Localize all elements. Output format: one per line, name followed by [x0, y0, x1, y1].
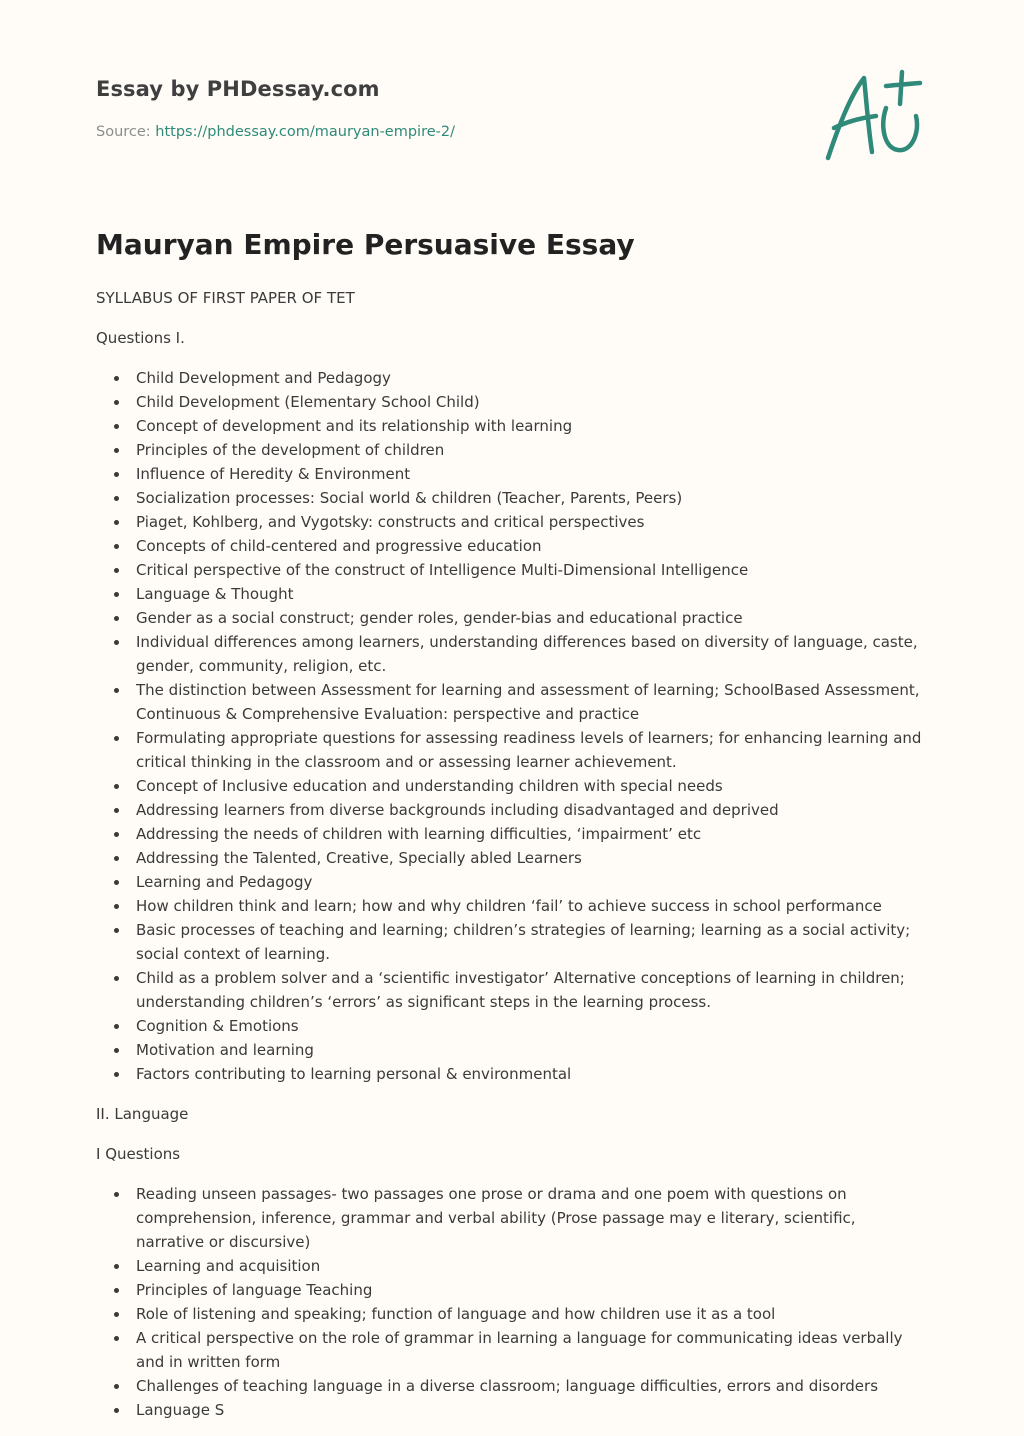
- list-item: Gender as a social construct; gender roles, gender-bias and educational practice: [136, 606, 928, 630]
- list-item: Socialization processes: Social world & children (Teacher, Parents, Peers): [136, 486, 928, 510]
- site-brand: Essay by PHDessay.com: [96, 77, 380, 101]
- list-item: Addressing learners from diverse backgrounds including disadvantaged and deprived: [136, 798, 928, 822]
- list-item: Basic processes of teaching and learning; children’s strategies of learning; learning as a social activity; social context of learning.: [136, 918, 928, 966]
- list-item: Individual differences among learners, understanding differences based on diversity of language, caste, gender, community, religion, etc.: [136, 630, 928, 678]
- source-link[interactable]: https://phdessay.com/mauryan-empire-2/: [155, 124, 455, 140]
- list-item: Learning and acquisition: [136, 1254, 928, 1278]
- list-item: Formulating appropriate questions for assessing readiness levels of learners; for enhancing learning and critical thinking in the classroom and or assessing learner achievement.: [136, 726, 928, 774]
- section-2-list: [96, 1182, 928, 1422]
- list-item: How children think and learn; how and why children ‘fail’ to achieve success in school performance: [136, 894, 928, 918]
- section-1-list: [96, 366, 928, 1086]
- list-item: Piaget, Kohlberg, and Vygotsky: constructs and critical perspectives: [136, 510, 928, 534]
- list-item: Cognition & Emotions: [136, 1014, 928, 1038]
- list-item: Influence of Heredity & Environment: [136, 462, 928, 486]
- list-item: The distinction between Assessment for learning and assessment of learning; SchoolBased Assessment, Continuous & Comprehensive Evaluation: perspective and practice: [136, 678, 928, 726]
- a-plus-logo-icon: [820, 66, 930, 166]
- list-item: Addressing the Talented, Creative, Specially abled Learners: [136, 846, 928, 870]
- list-item: Concepts of child-centered and progressive education: [136, 534, 928, 558]
- list-item: A critical perspective on the role of grammar in learning a language for communicating ideas verbally and in written form: [136, 1326, 928, 1374]
- list-item: Language & Thought: [136, 582, 928, 606]
- syllabus-heading: SYLLABUS OF FIRST PAPER OF TET: [96, 289, 355, 307]
- list-item: Child as a problem solver and a ‘scientific investigator’ Alternative conceptions of learning in children; understanding children’s ‘errors’ as significant steps in the learning process.: [136, 966, 928, 1014]
- section-2-sub-label: I Questions: [96, 1145, 181, 1163]
- list-item: Challenges of teaching language in a diverse classroom; language difficulties, errors and disorders: [136, 1374, 928, 1398]
- list-item: Learning and Pedagogy: [136, 870, 928, 894]
- section-2-label: II. Language: [96, 1105, 189, 1123]
- essay-title: Mauryan Empire Persuasive Essay: [96, 228, 635, 261]
- list-item: Child Development (Elementary School Child): [136, 390, 928, 414]
- list-item: Reading unseen passages- two passages one prose or drama and one poem with questions on comprehension, inference, grammar and verbal ability (Prose passage may e literary, scientific, narrative or discursive): [136, 1182, 928, 1254]
- list-item: Concept of development and its relationship with learning: [136, 414, 928, 438]
- list-item: Language S: [136, 1398, 928, 1422]
- source-line: [96, 122, 796, 142]
- list-item: Concept of Inclusive education and understanding children with special needs: [136, 774, 928, 798]
- section-1-label: Questions I.: [96, 329, 185, 347]
- list-item: Factors contributing to learning personal & environmental: [136, 1062, 928, 1086]
- list-item: Role of listening and speaking; function of language and how children use it as a tool: [136, 1302, 928, 1326]
- list-item: Principles of the development of children: [136, 438, 928, 462]
- essay-content: [96, 226, 928, 1422]
- list-item: Addressing the needs of children with learning difficulties, ‘impairment’ etc: [136, 822, 928, 846]
- list-item: Critical perspective of the construct of Intelligence Multi-Dimensional Intelligence: [136, 558, 928, 582]
- list-item: Principles of language Teaching: [136, 1278, 928, 1302]
- header: [96, 74, 796, 142]
- source-label: Source:: [96, 124, 156, 140]
- list-item: Child Development and Pedagogy: [136, 366, 928, 390]
- list-item: Motivation and learning: [136, 1038, 928, 1062]
